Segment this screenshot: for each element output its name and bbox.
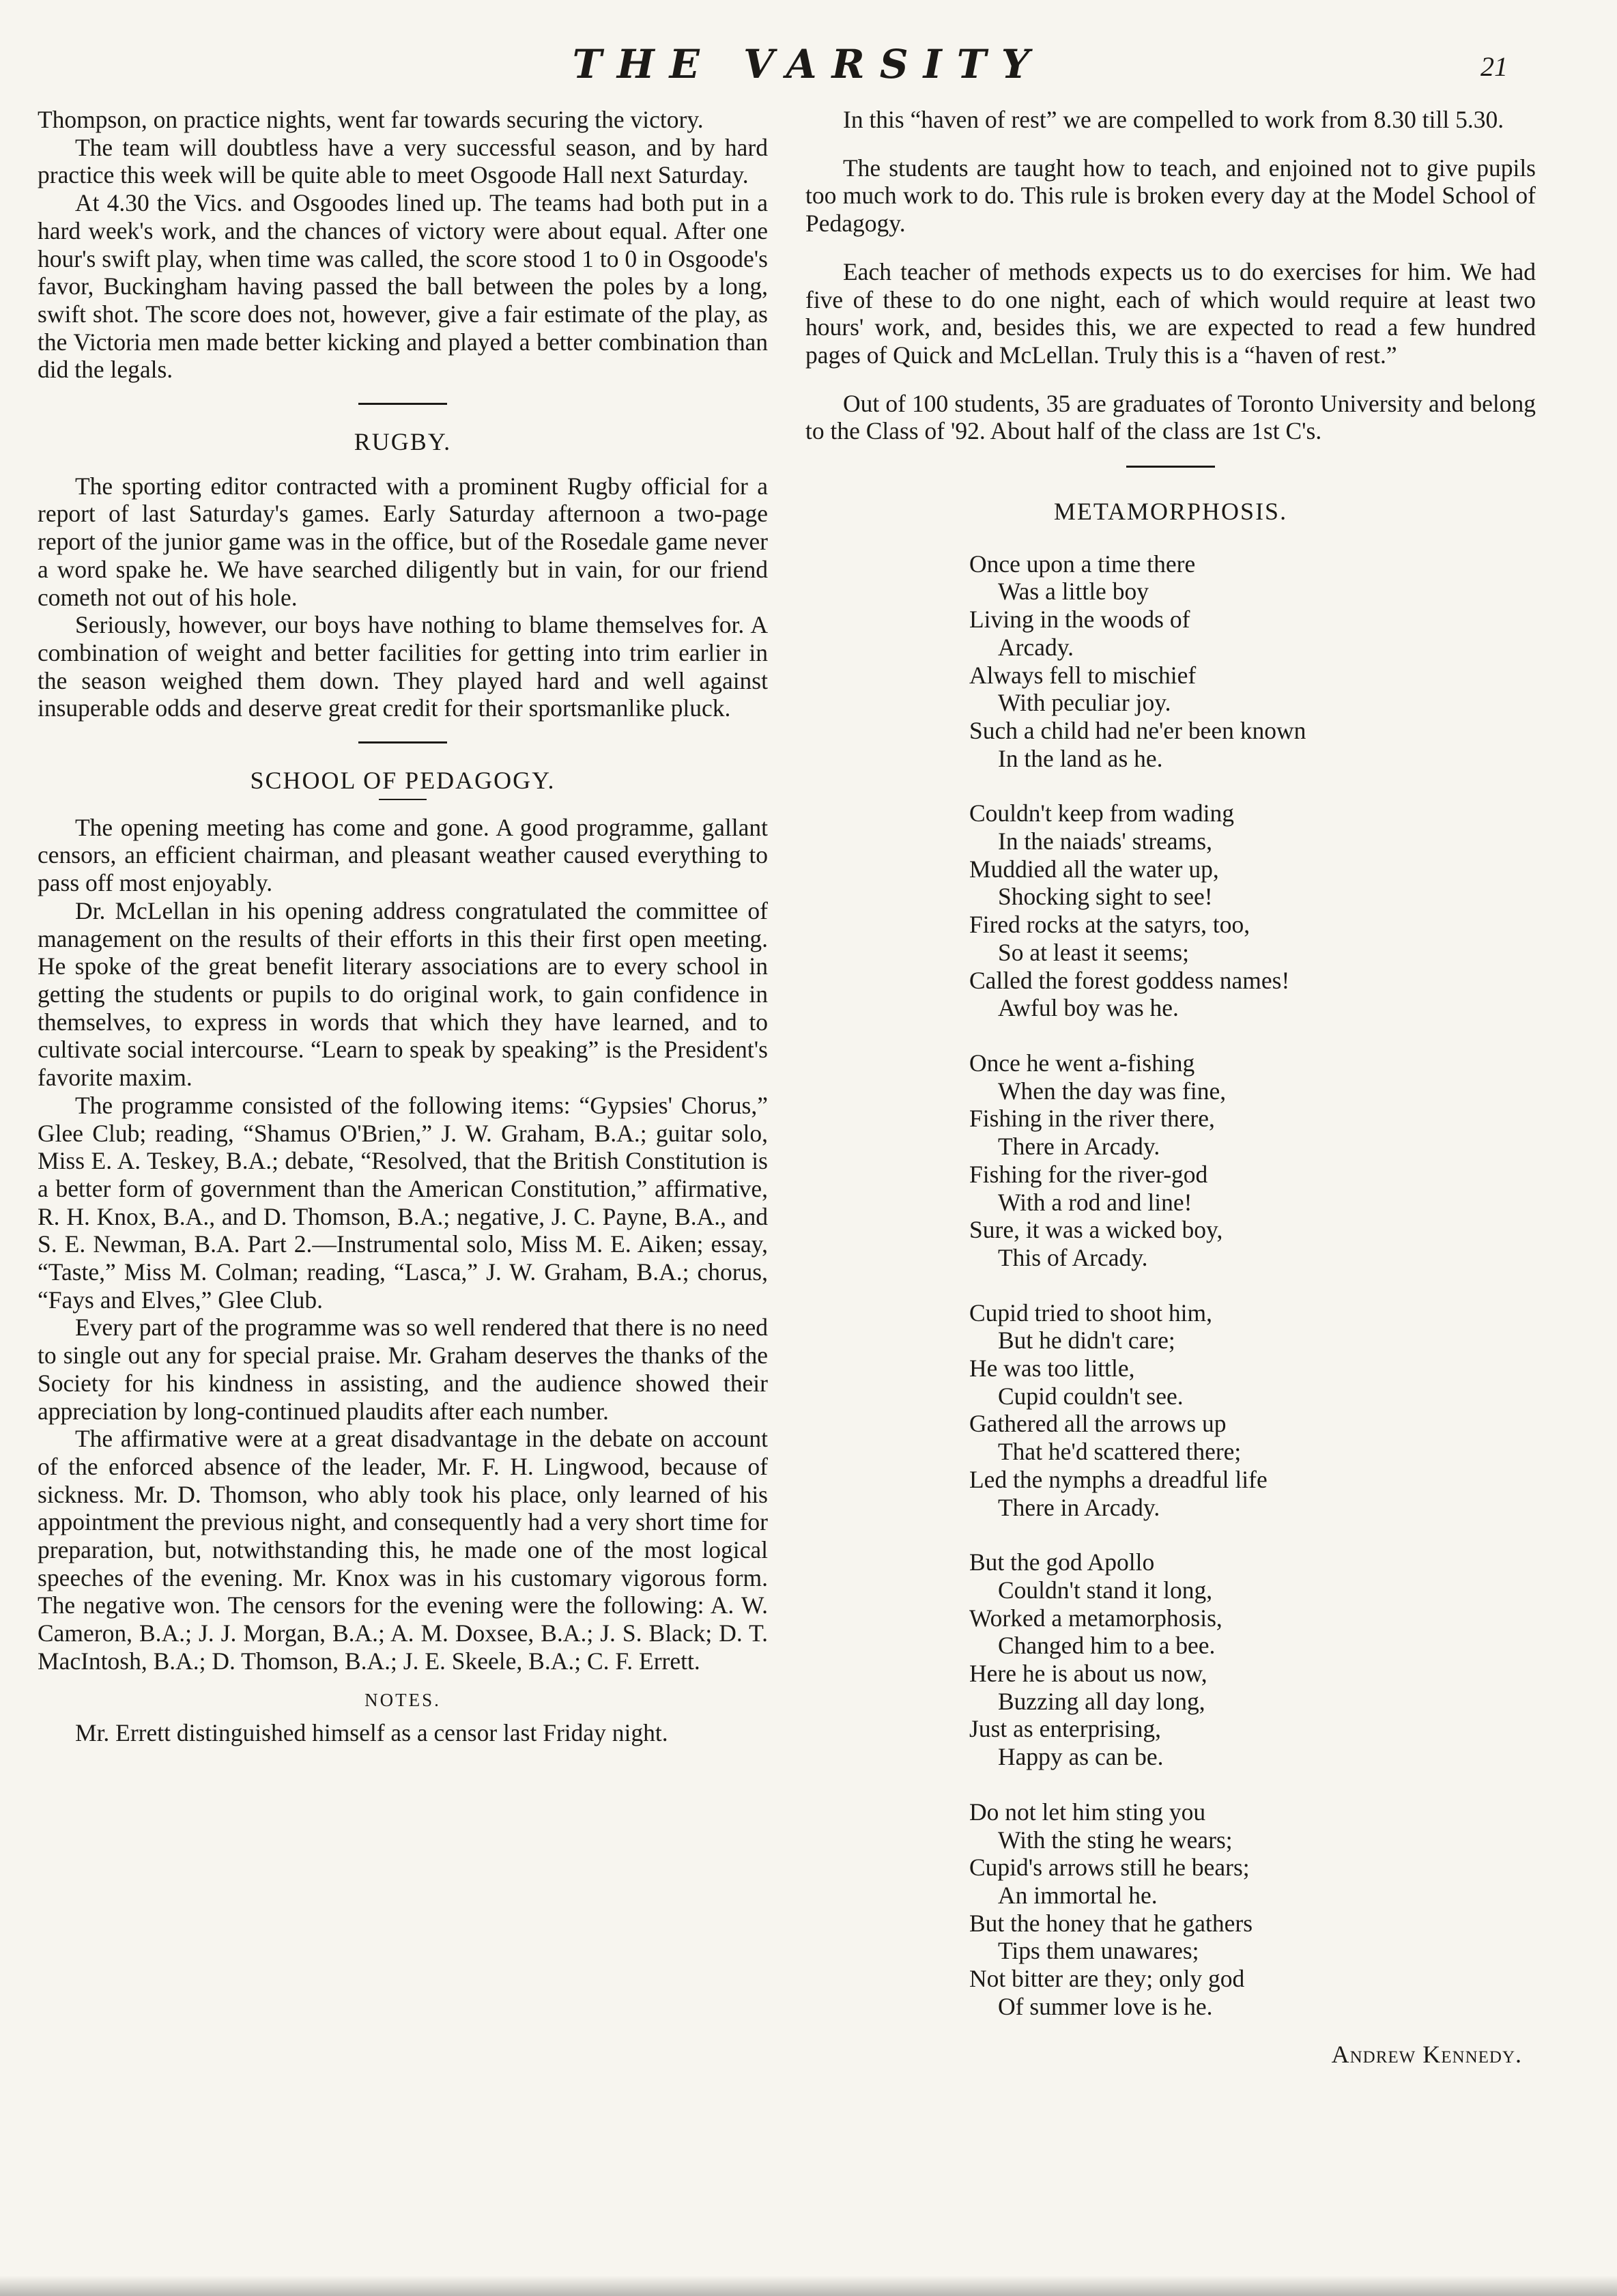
poem-line: Sure, it was a wicked boy, bbox=[969, 1216, 1223, 1244]
poem-title: METAMORPHOSIS. bbox=[1053, 498, 1288, 526]
poem-line: Cupid's arrows still he bears; bbox=[969, 1854, 1250, 1882]
poem-line: Muddied all the water up, bbox=[969, 855, 1219, 883]
poem-line: Changed him to a bee. bbox=[998, 1632, 1216, 1660]
poem-line: Once upon a time there bbox=[969, 550, 1196, 578]
paragraph: Mr. Errett distinguished himself as a censor last Friday night. bbox=[75, 1719, 668, 1747]
poem-stanza bbox=[969, 799, 1536, 1022]
paragraph: At 4.30 the Vics. and Osgoodes lined up. The teams had both put in a hard week's work, and the chances of victory were about equal. After one hour's swift play, when time was called, the score stood 1 to 0 in Osgoode's favor, Buckingham having passed the ball between the poles by a long, swift shot. The score does not, however, give a fair estimate of the play, as the Victoria men made better kicking and played a better combination than did the legals. bbox=[38, 189, 768, 384]
poem-line: There in Arcady. bbox=[998, 1493, 1160, 1521]
poem-line: So at least it seems; bbox=[998, 938, 1190, 966]
section-divider bbox=[358, 741, 447, 743]
page-edge-shadow bbox=[0, 2276, 1617, 2296]
paragraph: Each teacher of methods expects us to do exercises for him. We had five of these to do one night, each of which would require at least two hours' work, and, besides this, we are expected to read a few hundred pages of Quick and McLellan. Truly this is a “haven of rest.” bbox=[805, 257, 1536, 369]
poem-line: There in Arcady. bbox=[998, 1133, 1160, 1161]
paragraph: The affirmative were at a great disadvantage in the debate on account of the enforced absence of the leader, Mr. F. H. Lingwood, because of sickness. Mr. D. Thomson, who ably took his place, only learned of his appointment the previous night, and consequently had a very short time for preparation, but, notwithstanding this, he made one of the most logical speeches of the evening. Mr. Knox was in his customary vigorous form. The negative won. The censors for the evening were the following: A. W. Cameron, B.A.; J. J. Morgan, B.A.; A. M. Doxsee, B.A.; J. S. Black; D. T. MacIntosh, B.A.; D. Thomson, B.A.; J. E. Skeele, B.A.; C. F. Errett. bbox=[38, 1425, 768, 1675]
paragraph: The students are taught how to teach, and enjoined not to give pupils too much work to do. This rule is broken every day at the Model School of Pedagogy. bbox=[805, 154, 1536, 238]
poem-line: Fishing in the river there, bbox=[969, 1105, 1215, 1133]
heading-underline bbox=[379, 799, 427, 800]
section-heading-pedagogy: SCHOOL OF PEDAGOGY. bbox=[250, 767, 556, 795]
poem-stanza bbox=[969, 1299, 1536, 1522]
paragraph: Dr. McLellan in his opening address congratulated the committee of management on the results of their efforts in this their first open meeting. He spoke of the great benefit literary associations are to every school in getting the students or pupils to do original work, to gain confidence in themselves, to express in words that which they have learned, and to cultivate social intercourse. “Learn to speak by speaking” is the President's favorite maxim. bbox=[38, 896, 768, 1092]
poem-line: With a rod and line! bbox=[998, 1188, 1192, 1216]
poem-line: Just as enterprising, bbox=[969, 1715, 1162, 1743]
poem-line: Gathered all the arrows up bbox=[969, 1410, 1227, 1438]
poem-stanza bbox=[969, 1798, 1536, 2021]
poem-line: Fishing for the river-god bbox=[969, 1160, 1208, 1188]
poem-line: That he'd scattered there; bbox=[998, 1438, 1242, 1466]
masthead bbox=[0, 41, 1617, 116]
poem-line: Once he went a-fishing bbox=[969, 1049, 1195, 1077]
poem-line: But he didn't care; bbox=[998, 1327, 1175, 1355]
poem-line: Always fell to mischief bbox=[969, 661, 1197, 689]
poem-line: Happy as can be. bbox=[998, 1743, 1164, 1771]
paragraph: Out of 100 students, 35 are graduates of Toronto University and belong to the Class of '92. About half of the class are 1st C's. bbox=[805, 389, 1536, 445]
paragraph: The programme consisted of the following items: “Gypsies' Chorus,” Glee Club; reading, “Shamus O'Brien,” J. W. Graham, B.A.; guitar solo, Miss E. A. Teskey, B.A.; debate, “Resolved, that the British Constitution is a better form of government than the American Constitution,” affirmative, R. H. Knox, B.A., and D. Thomson, B.A.; negative, J. C. Payne, B.A., and S. E. Newman, B.A. Part 2.—Instrumental solo, Miss M. E. Aiken; essay, “Taste,” Miss M. Colman; reading, “Lasca,” J. W. Graham, B.A.; chorus, “Fays and Elves,” Glee Club. bbox=[38, 1091, 768, 1314]
poem-line: Led the nymphs a dreadful life bbox=[969, 1465, 1268, 1493]
publication-title: THE VARSITY bbox=[572, 41, 1045, 87]
poem-line: Couldn't stand it long, bbox=[998, 1576, 1213, 1604]
paragraph: The sporting editor contracted with a prominent Rugby official for a report of last Saturday's games. Early Saturday afternoon a two-page report of the junior game was in the office, but of the Rosedale game never a word spake he. We have searched diligently but in vain, for our friend cometh not out of his hole. bbox=[38, 472, 768, 611]
poem-line: An immortal he. bbox=[998, 1881, 1158, 1909]
poem-line: Buzzing all day long, bbox=[998, 1687, 1205, 1715]
poem-line: Arcady. bbox=[998, 633, 1074, 661]
poem-stanza bbox=[969, 1049, 1536, 1272]
poem-line: When the day was fine, bbox=[998, 1077, 1227, 1105]
poem-line: Fired rocks at the satyrs, too, bbox=[969, 911, 1250, 939]
poem-line: Tips them unawares; bbox=[998, 1937, 1199, 1965]
poem-author: Andrew Kennedy. bbox=[1331, 2041, 1522, 2069]
paragraph: The opening meeting has come and gone. A good programme, gallant censors, an efficient chairman, and pleasant weather caused everything to pass off most enjoyably. bbox=[38, 813, 768, 897]
poem-line: With peculiar joy. bbox=[998, 689, 1171, 717]
poem-line: Living in the woods of bbox=[969, 606, 1190, 634]
paragraph: Seriously, however, our boys have nothing to blame themselves for. A combination of weight and better facilities for getting into trim earlier in the season weighed them down. They played hard and well against insuperable odds and deserve great credit for their sportsmanlike pluck. bbox=[38, 611, 768, 722]
poem-stanza bbox=[969, 550, 1536, 773]
poem-line: Was a little boy bbox=[998, 578, 1149, 606]
poem-line: In the naiads' streams, bbox=[998, 827, 1212, 855]
poem-line: Awful boy was he. bbox=[998, 994, 1179, 1022]
right-column bbox=[805, 106, 1536, 2069]
paragraph: In this “haven of rest” we are compelled to work from 8.30 till 5.30. bbox=[843, 106, 1504, 133]
poem-line: Couldn't keep from wading bbox=[969, 799, 1234, 827]
poem-stanza bbox=[969, 1548, 1536, 1771]
poem-line: Here he is about us now, bbox=[969, 1660, 1207, 1688]
poem-line: With the sting he wears; bbox=[998, 1826, 1233, 1854]
poem-line: In the land as he. bbox=[998, 744, 1163, 772]
poem bbox=[969, 550, 1536, 2069]
paragraph: Thompson, on practice nights, went far towards securing the victory. bbox=[38, 106, 704, 133]
poem-line: He was too little, bbox=[969, 1355, 1135, 1383]
page-number: 21 bbox=[1480, 51, 1508, 82]
poem-line: Worked a metamorphosis, bbox=[969, 1604, 1222, 1632]
section-divider bbox=[358, 403, 447, 405]
paragraph: Every part of the programme was so well rendered that there is no need to single out any for special praise. Mr. Graham deserves the thanks of the Society for his kindness in assisting, and the audience showed their appreciation by long-continued plaudits after each number. bbox=[38, 1314, 768, 1425]
poem-line: But the honey that he gathers bbox=[969, 1909, 1253, 1937]
poem-line: Of summer love is he. bbox=[998, 1992, 1213, 2020]
poem-line: But the god Apollo bbox=[969, 1548, 1155, 1576]
poem-line: Cupid couldn't see. bbox=[998, 1382, 1184, 1410]
poem-line: Called the forest goddess names! bbox=[969, 966, 1290, 994]
poem-line: This of Arcady. bbox=[998, 1243, 1148, 1271]
poem-line: Do not let him sting you bbox=[969, 1798, 1206, 1826]
section-heading-rugby: RUGBY. bbox=[354, 428, 452, 456]
poem-line: Shocking sight to see! bbox=[998, 883, 1213, 911]
paragraph: The team will doubtless have a very successful season, and by hard practice this week will be quite able to meet Osgoode Hall next Saturday. bbox=[38, 133, 768, 189]
poem-line: Cupid tried to shoot him, bbox=[969, 1299, 1212, 1327]
left-column bbox=[38, 106, 768, 1747]
section-divider bbox=[1126, 466, 1215, 468]
poem-line: Not bitter are they; only god bbox=[969, 1965, 1245, 1993]
notes-heading: NOTES. bbox=[364, 1689, 441, 1710]
poem-line: Such a child had ne'er been known bbox=[969, 716, 1306, 744]
